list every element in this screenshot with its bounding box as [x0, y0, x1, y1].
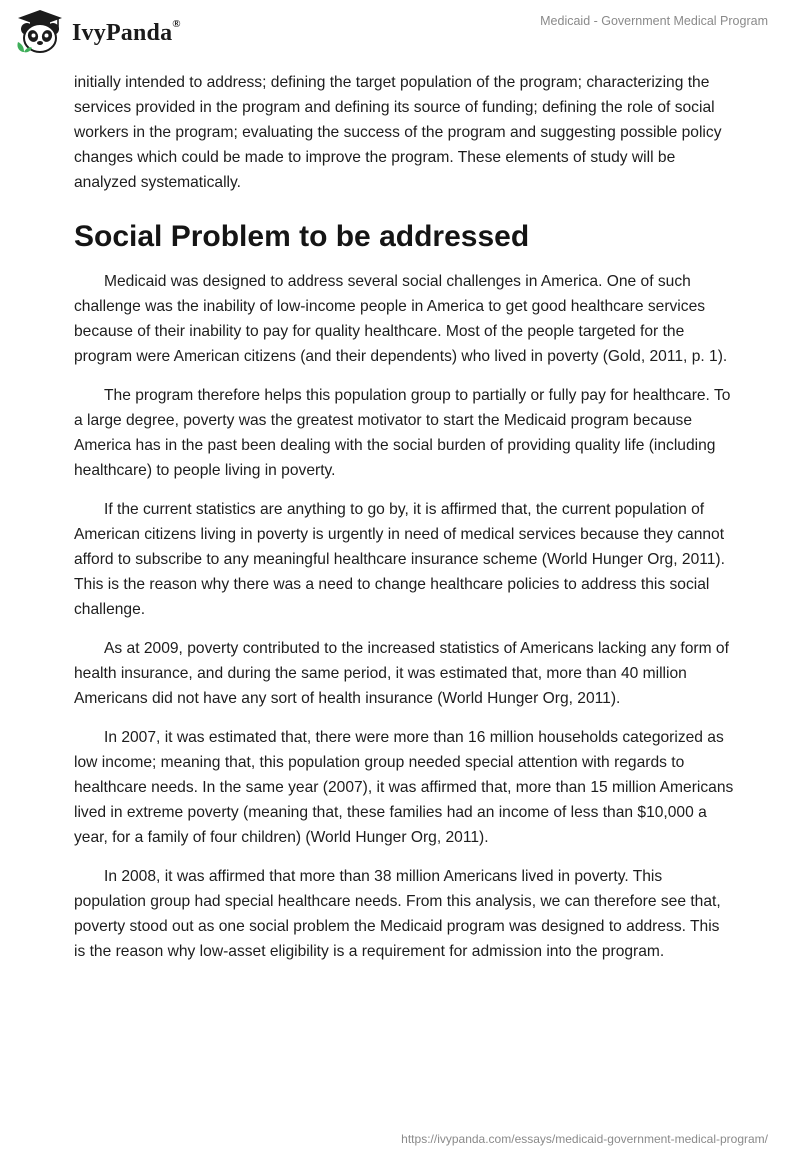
registered-mark: ® [172, 17, 181, 30]
source-url[interactable]: https://ivypanda.com/essays/medicaid-government-medical-program/ [401, 1132, 768, 1146]
paragraph: In 2007, it was estimated that, there were more than 16 million households categorized as low income; meaning that, this population group needed special attention with regards to healthcare needs. In the same year (2007), it was affirmed that, more than 15 million Americans lived in extreme poverty (meaning that, these families had an income of less than $10,000 a year, for a family of four children) (World Hunger Org, 2011). [74, 729, 734, 846]
paragraph: If the current statistics are anything to go by, it is affirmed that, the current population of American citizens living in poverty is urgently in need of medical services because they cannot afford to subscribe to any meaningful healthcare insurance scheme (World Hunger Org, 2011). This is the reason why there was a need to change healthcare policies to address this social challenge. [74, 501, 725, 618]
essay-content [74, 70, 734, 978]
paragraph: As at 2009, poverty contributed to the increased statistics of Americans lacking any form of health insurance, and during the same period, it was estimated that, more than 40 million Americans did not have any sort of health insurance (World Hunger Org, 2011). [74, 640, 729, 707]
ivypanda-logo[interactable] [14, 8, 181, 54]
brand-name: IvyPanda® [72, 17, 181, 46]
paragraph: The program therefore helps this population group to partially or fully pay for healthcare. To a large degree, poverty was the greatest motivator to start the Medicaid program because America has in the past been dealing with the social burden of providing quality life (including healthcare) to people living in poverty. [74, 387, 731, 479]
document-title: Medicaid - Government Medical Program [540, 14, 768, 28]
panda-logo-icon [14, 8, 66, 54]
section-heading: Social Problem to be addressed [74, 220, 530, 253]
intro-paragraph: initially intended to address; defining the target population of the program; characterizing the services provided in the program and defining its source of funding; defining the role of social workers in the program; evaluating the success of the program and suggesting possible policy changes which could be made to improve the program. These elements of study will be analyzed systematically. [74, 74, 722, 191]
paragraph: Medicaid was designed to address several social challenges in America. One of such challenge was the inability of low-income people in America to get good healthcare services because of their inability to pay for quality healthcare. Most of the people targeted for the program were American citizens (and their dependents) who lived in poverty (Gold, 2011, p. 1). [74, 273, 728, 365]
paragraph: In 2008, it was affirmed that more than 38 million Americans lived in poverty. This population group had special healthcare needs. From this analysis, we can therefore see that, poverty stood out as one social problem the Medicaid program was designed to address. This is the reason why low-asset eligibility is a requirement for admission into the program. [74, 868, 721, 960]
page-header [0, 0, 800, 70]
